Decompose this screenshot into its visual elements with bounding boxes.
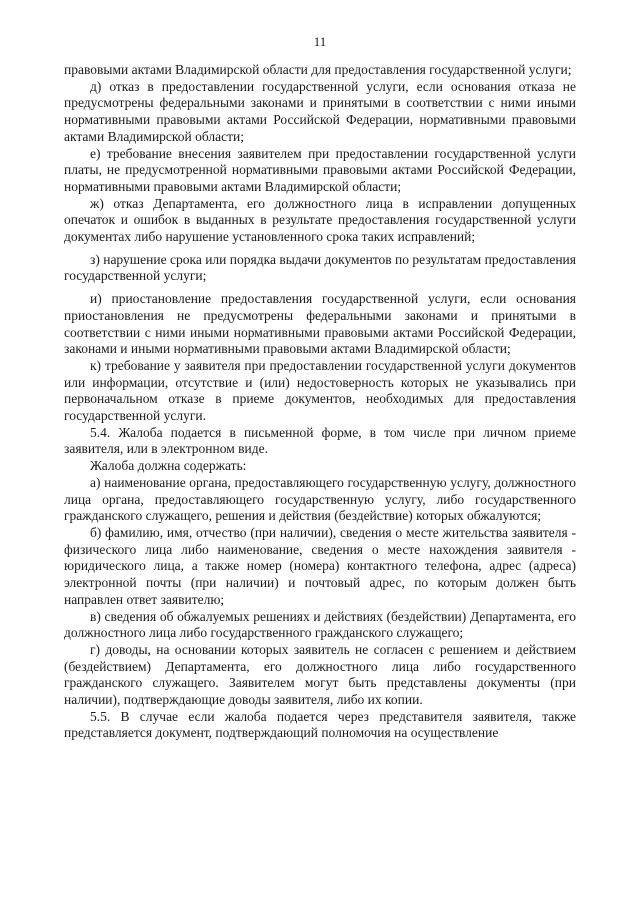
paragraph-item-g: г) доводы, на основании которых заявитель не согласен с решением и действием (бездействием) Департамента, его должностного лица либо государственного гражданского служащего. Заявителем могут быть представлены документы (при наличии), подтверждающие доводы заявителя, либо их копии. bbox=[64, 641, 576, 708]
paragraph-continuation: правовыми актами Владимирской области для предоставления государственной услуги; bbox=[64, 62, 572, 77]
document-body bbox=[64, 62, 576, 742]
page-number: 11 bbox=[313, 34, 327, 49]
paragraph-complaint-contents: Жалоба должна содержать: bbox=[90, 458, 247, 474]
paragraph-item-zh: ж) отказ Департамента, его должностного лица в исправлении допущенных опечаток и ошибок в выданных в результате предоставления государственной услуги документах либо нарушение установленного срока таких исправлений; bbox=[64, 195, 576, 245]
paragraph-section-5-4: 5.4. Жалоба подается в письменной форме, в том числе при личном приеме заявителя, или в электронном виде. bbox=[64, 424, 576, 457]
paragraph-item-d: д) отказ в предоставлении государственной услуги, если основания отказа не предусмотрены федеральными законами и принятыми в соответствии с ними иными нормативными правовыми актами Российской Федерации, нормативными правовыми актами Владимирской области; bbox=[64, 78, 576, 144]
paragraph-item-z: з) нарушение срока или порядка выдачи документов по результатам предоставления государственной услуги; bbox=[64, 251, 576, 284]
paragraph-item-v: в) сведения об обжалуемых решениях и действиях (бездействии) Департамента, его должностного лица либо государственного гражданского служащего; bbox=[64, 608, 576, 641]
paragraph-item-e: е) требование внесения заявителем при предоставлении государственной услуги платы, не предусмотренной нормативными правовыми актами Российской Федерации, нормативными правовыми актами Владимирской области; bbox=[64, 145, 576, 194]
paragraph-item-k: к) требование у заявителя при предоставлении государственной услуги документов или информации, отсутствие и (или) недостоверность которых не указывались при первоначальном отказе в приеме документов, необходимых для предоставления государственной услуги. bbox=[64, 357, 576, 424]
paragraph-item-i: и) приостановление предоставления государственной услуги, если основания приостановления не предусмотрены федеральными законами и принятыми в соответствии с ними иными нормативными правовыми актами Российской Федерации, законами и иными нормативными правовыми актами Владимирской области; bbox=[64, 291, 576, 357]
paragraph-item-a: а) наименование органа, предоставляющего государственную услугу, должностного лица органа, предоставляющего государственную услугу, либо государственного гражданского служащего, решения и действия (бездействие) которых обжалуются; bbox=[64, 474, 576, 524]
paragraph-section-5-5: 5.5. В случае если жалоба подается через представителя заявителя, также представляется документ, подтверждающий полномочия на осуществление bbox=[64, 708, 576, 741]
paragraph-item-b: б) фамилию, имя, отчество (при наличии), сведения о месте жительства заявителя - физического лица либо наименование, сведения о месте нахождения заявителя - юридического лица, а также номер (номера) контактного телефона, адрес (адреса) электронной почты (при наличии) и почтовый адрес, по которым должен быть направлен ответ заявителю; bbox=[64, 524, 576, 607]
